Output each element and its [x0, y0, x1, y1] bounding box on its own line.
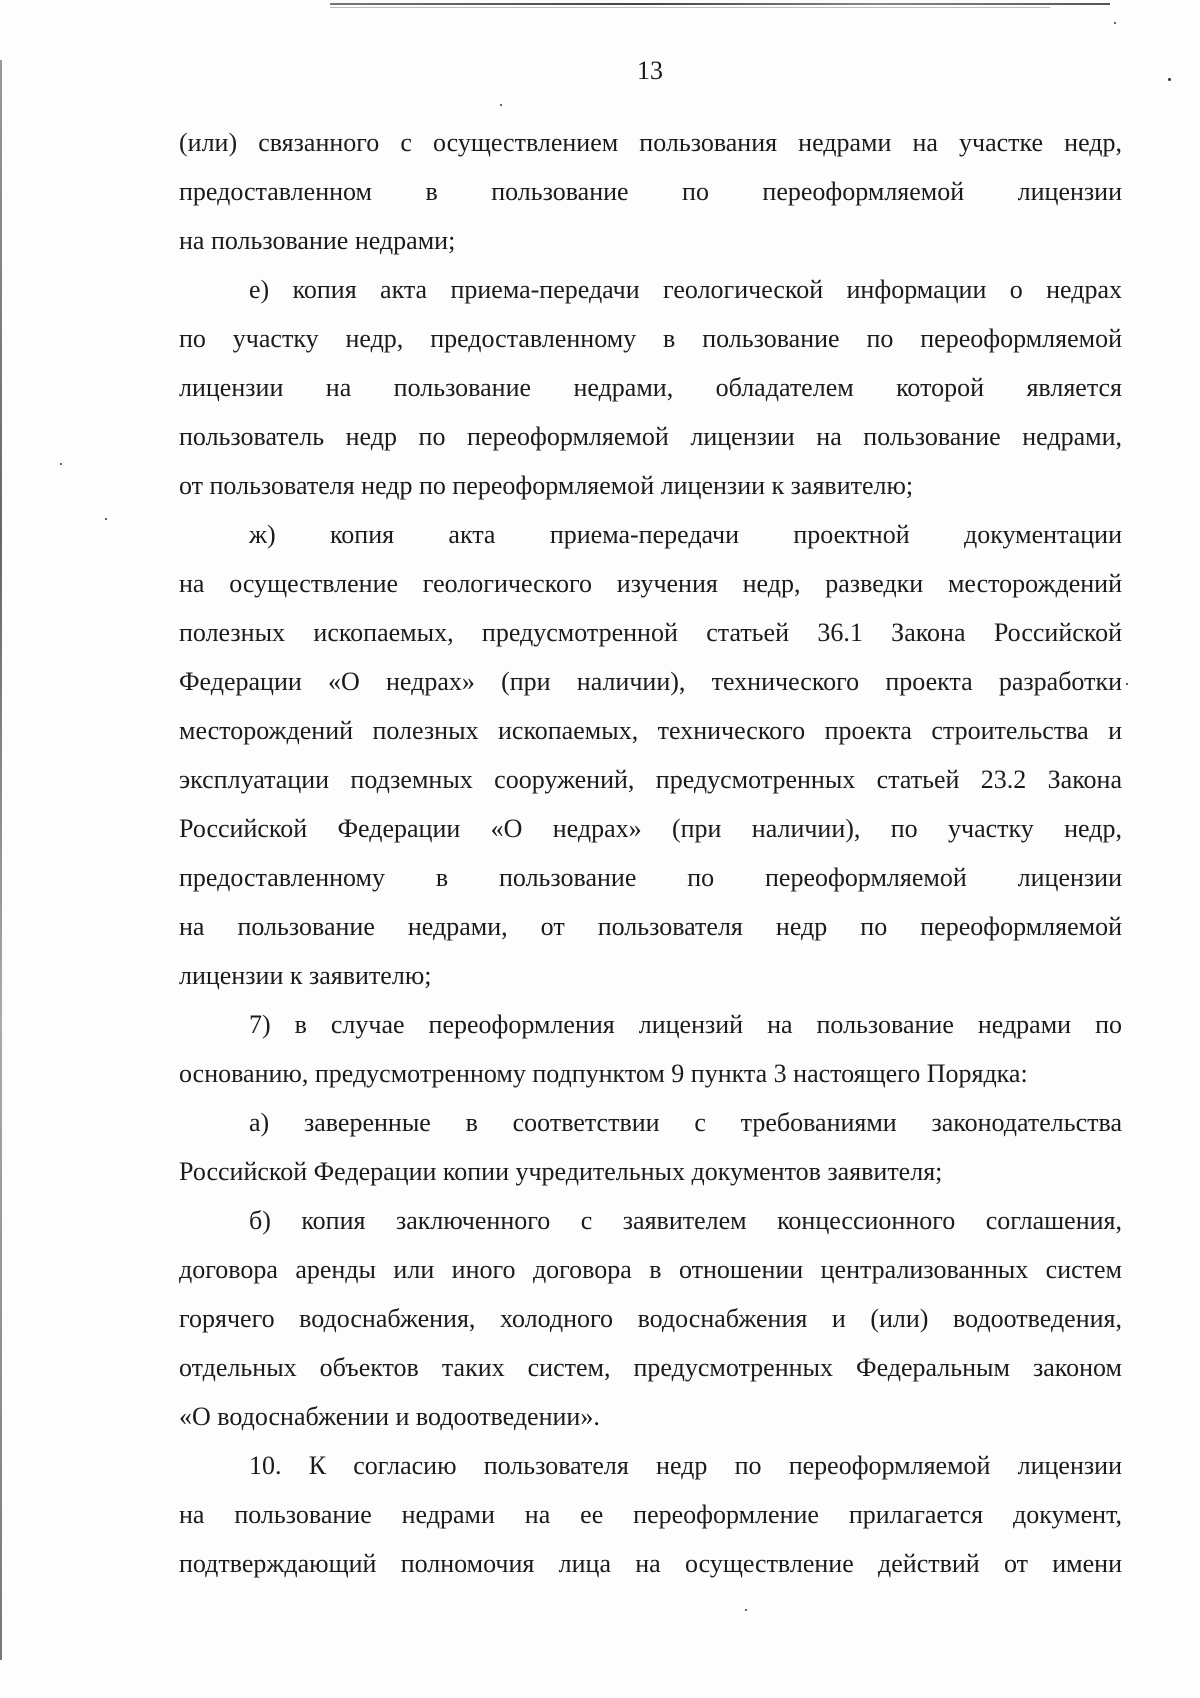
- text-line: подтверждающий полномочия лица на осуществление действий от имени: [179, 1549, 1122, 1578]
- text-line: «О водоснабжении и водоотведении».: [179, 1402, 600, 1431]
- text-line: 10. К согласию пользователя недр по переоформляемой лицензии: [249, 1451, 1122, 1480]
- scan-edge-top-secondary: [330, 7, 1050, 8]
- text-line: Российской Федерации «О недрах» (при наличии), по участку недр,: [179, 814, 1122, 843]
- text-line: отдельных объектов таких систем, предусмотренных Федеральным законом: [179, 1353, 1122, 1382]
- text-line: лицензии к заявителю;: [179, 961, 432, 990]
- text-line: на пользование недрами;: [179, 226, 456, 255]
- text-line: Федерации «О недрах» (при наличии), технического проекта разработки: [179, 667, 1122, 696]
- text-line: основанию, предусмотренному подпунктом 9 пункта 3 настоящего Порядка:: [179, 1059, 1028, 1088]
- text-line: от пользователя недр по переоформляемой лицензии к заявителю;: [179, 471, 914, 500]
- text-line: предоставленном в пользование по переоформляемой лицензии: [179, 177, 1122, 206]
- text-line: 7) в случае переоформления лицензий на пользование недрами по: [249, 1010, 1122, 1039]
- text-line: эксплуатации подземных сооружений, предусмотренных статьей 23.2 Закона: [179, 765, 1122, 794]
- text-line: на пользование недрами на ее переоформление прилагается документ,: [179, 1500, 1122, 1529]
- text-line: по участку недр, предоставленному в пользование по переоформляемой: [179, 324, 1122, 353]
- text-line: е) копия акта приема-передачи геологической информации о недрах: [249, 275, 1122, 304]
- page-number: 13: [637, 56, 663, 85]
- text-line: предоставленному в пользование по переоформляемой лицензии: [179, 863, 1122, 892]
- text-line: пользователь недр по переоформляемой лицензии на пользование недрами,: [179, 422, 1122, 451]
- text-line: (или) связанного с осуществлением пользования недрами на участке недр,: [179, 128, 1122, 157]
- document-body: [179, 118, 1122, 1588]
- scan-speck: [1126, 683, 1128, 685]
- text-line: а) заверенные в соответствии с требованиями законодательства: [249, 1108, 1122, 1137]
- scan-speck: [105, 518, 107, 520]
- scan-edge-top: [330, 3, 1110, 5]
- text-line: договора аренды или иного договора в отношении централизованных систем: [179, 1255, 1122, 1284]
- scan-speck: [500, 104, 502, 106]
- text-line: ж) копия акта приема-передачи проектной документации: [249, 520, 1122, 549]
- scan-edge-left: [0, 60, 2, 1660]
- text-line: месторождений полезных ископаемых, технического проекта строительства и: [179, 716, 1122, 745]
- scan-speck: [1114, 22, 1116, 24]
- text-line: горячего водоснабжения, холодного водоснабжения и (или) водоотведения,: [179, 1304, 1122, 1333]
- text-line: лицензии на пользование недрами, обладателем которой является: [179, 373, 1122, 402]
- scan-speck: [60, 463, 62, 465]
- text-line: на осуществление геологического изучения недр, разведки месторождений: [179, 569, 1122, 598]
- text-line: полезных ископаемых, предусмотренной статьей 36.1 Закона Российской: [179, 618, 1122, 647]
- text-line: Российской Федерации копии учредительных документов заявителя;: [179, 1157, 943, 1186]
- scan-speck: [745, 1609, 747, 1611]
- text-line: б) копия заключенного с заявителем концессионного соглашения,: [249, 1206, 1122, 1235]
- text-line: на пользование недрами, от пользователя недр по переоформляемой: [179, 912, 1122, 941]
